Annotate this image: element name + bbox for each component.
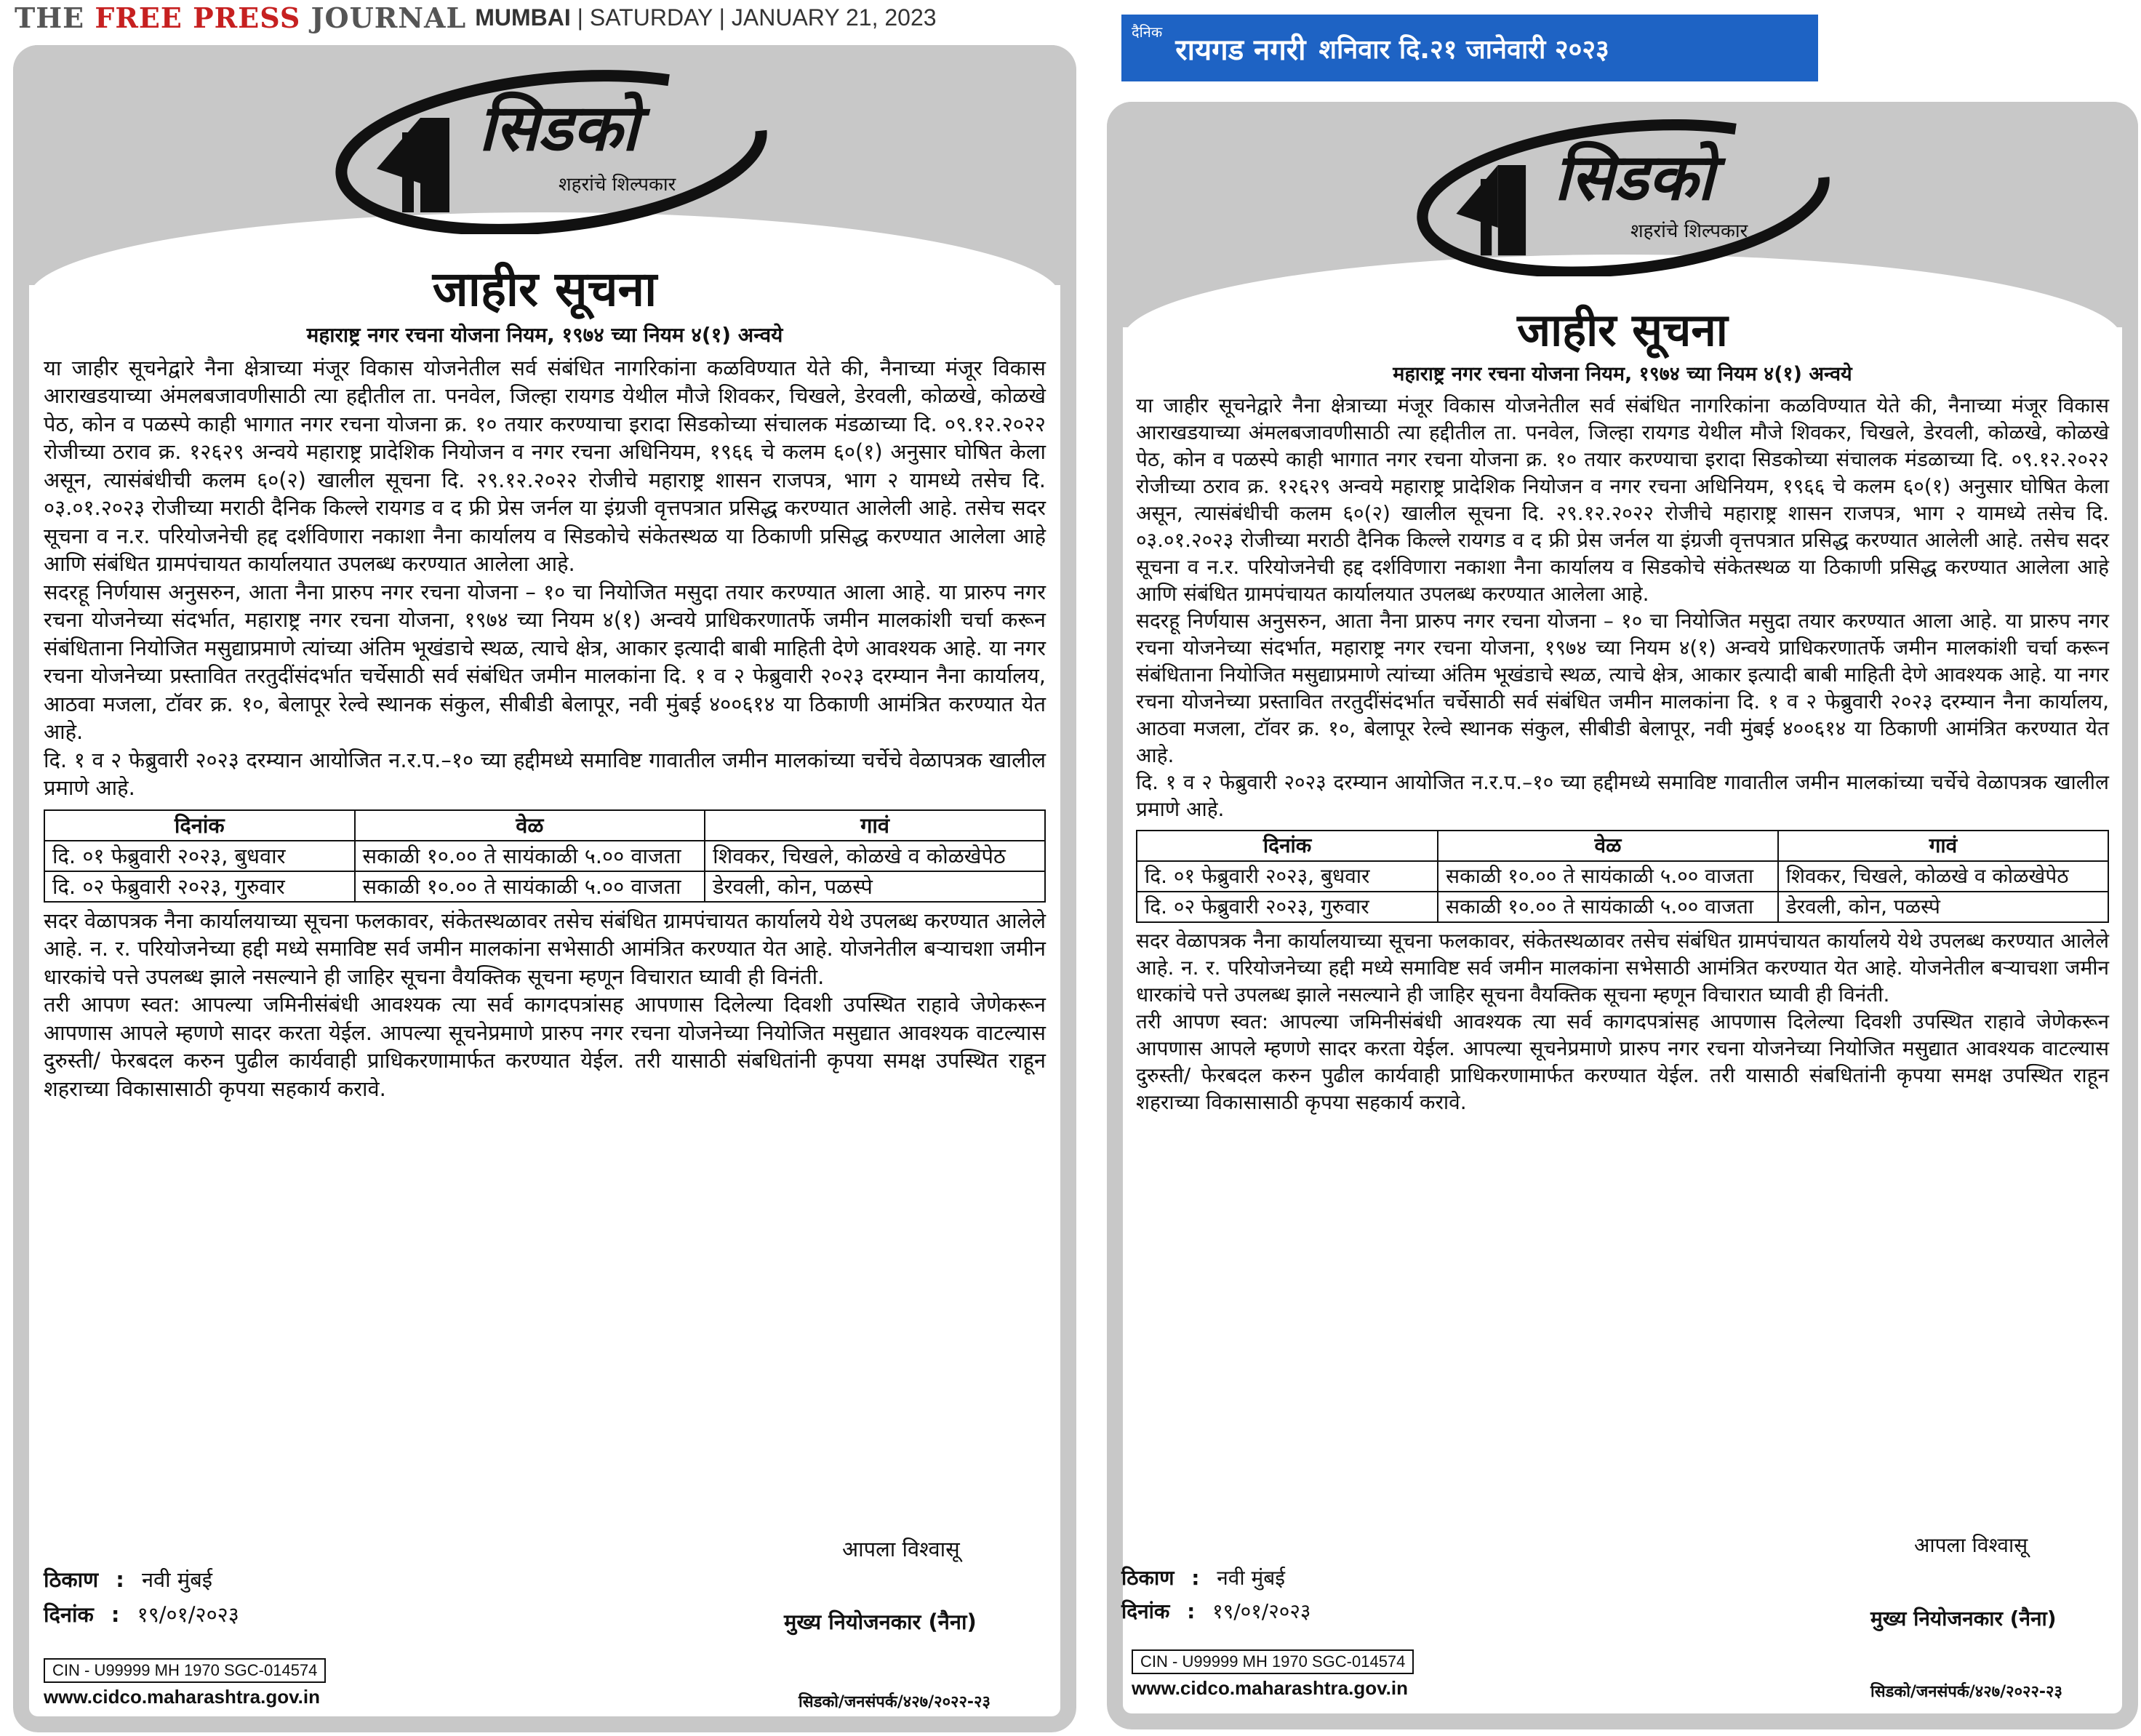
notice-ad-right [1107,102,2138,1729]
website-link[interactable]: www.cidco.maharashtra.gov.in [1132,1677,1408,1699]
date-line [44,1600,239,1628]
schedule-table [1136,830,2109,923]
date-value: १९/०१/२०२३ [1212,1599,1311,1623]
notice-body [29,263,1060,1103]
signatory: मुख्य नियोजनकार (नैना) [784,1609,977,1634]
table-header: वेळ [1438,831,1778,861]
cidco-logo-name: सिडको [479,90,639,165]
notice-para-2: सदरहू निर्णयास अनुसरुन, आता नैना प्रारुप नगर रचना योजना – १० चा नियोजित मसुदा तयार करण्यात आला आहे. या प्रारुप नगर रचना योजनेच्या संदर्भात, महाराष्ट्र नगर रचना योजना, १९७४ च्या नियम ४(१) अन्वये प्राधिकरणातर्फे जमीन मालकांशी चर्चा करून संबंधिताना नियोजित मसुद्याप्रमाणे त्यांच्या अंतिम भूखंडाचे स्थळ, त्याचे क्षेत्र, आकार इत्यादी बाबी माहिती देणे आवश्यक आहे. या नगर रचना योजनेच्या प्रस्तावित तरतुदींसंदर्भात चर्चेसाठी सर्व संबंधित जमीन मालकांना दि. १ व २ फेब्रुवारी २०२३ दरम्यान नैना कार्यालय, आठवा मजला, टॉवर क्र. १०, बेलापूर रेल्वे स्थानक संकुल, सीबीडी बेलापूर, नवी मुंबई ४००६१४ या ठिकाणी आमंत्रित करण्यात येत आहे. [1136,609,2109,768]
cin-number: CIN - U99999 MH 1970 SGC-014574 [44,1658,326,1683]
table-row [44,841,1045,871]
table-cell: शिवकर, चिखले, कोळखे व कोळखेपेठ [705,841,1045,871]
table-cell: सकाळी १०.०० ते सायंकाळी ५.०० वाजता [1438,861,1778,892]
table-row [1137,861,2108,892]
table-header: गावं [705,810,1045,841]
signatory: मुख्य नियोजनकार (नैना) [1870,1607,2057,1631]
reference-number: सिडको/जनसंपर्क/४२७/२०२२-२३ [799,1693,991,1711]
notice-para-4: सदर वेळापत्रक नैना कार्यालयाच्या सूचना फलकावर, संकेतस्थळावर तसेच संबंधित ग्रामपंचायत कार्यालये येथे उपलब्ध करण्यात आलेले आहे. न. र. परियोजनेच्या हद्दी मध्ये समाविष्ट सर्व जमीन मालकांना सभेसाठी आमंत्रित करण्यात येत आहे. योजनेतील बऱ्याचशा जमीन धारकांचे पत्ते उपलब्ध झाले नसल्याने ही जाहिर सूचना वैयक्तिक सूचना म्हणून विचारात घ्यावी ही विनंती. [1136,929,2109,1007]
date-label: दिनांक [44,1602,94,1627]
daily-label: दैनिक [1132,23,1163,41]
table-header: दिनांक [44,810,355,841]
cidco-logo-tagline: शहरांचे शिल्पकार [1630,220,1748,242]
notice-para-5: तरी आपण स्वत: आपल्या जमिनीसंबंधी आवश्यक त्या सर्व कागदपत्रांसह आपणास दिलेल्या दिवशी उपस्थित राहावे जेणेकरून आपणास आपले म्हणणे सादर करता येईल. आपल्या सूचनेप्रमाणे प्रारुप नगर रचना योजनेच्या नियोजित मसुद्यात आवश्यक वाटल्यास दुरुस्ती/ फेरबदल करुन पुढील कार्यवाही प्राधिकरणामार्फत करण्यात येईल. तरी यासाठी संबधितांनी कृपया समक्ष उपस्थित राहून शहराच्या विकासासाठी कृपया सहकार्य करावे. [1136,1009,2109,1115]
table-cell: डेरवली, कोन, पळस्पे [705,871,1045,902]
raigad-nagari-date: शनिवार दि.२१ जानेवारी २०२३ [1318,34,1609,65]
notice-title: जाहीर सूचना [432,261,657,317]
fpj-dateline: MUMBAI | SATURDAY | JANUARY 21, 2023 [475,4,937,31]
cidco-logo-tagline: शहरांचे शिल्पकार [559,174,676,196]
table-row [44,871,1045,902]
table-cell: सकाळी १०.०० ते सायंकाळी ५.०० वाजता [1438,892,1778,922]
notice-ad-left [13,45,1076,1732]
raigad-nagari-masthead [1121,15,1818,81]
notice-body [1123,305,2122,1116]
notice-subtitle: महाराष्ट्र नगर रचना योजना नियम, १९७४ च्या नियम ४(१) अन्वये [1393,363,1852,386]
table-row [1137,892,2108,922]
fpj-title: THE FREE PRESS JOURNAL [15,1,467,34]
notice-subtitle: महाराष्ट्र नगर रचना योजना नियम, १९७४ च्या नियम ४(१) अन्वये [306,322,783,347]
notice-para-1: या जाहीर सूचनेद्वारे नैना क्षेत्राच्या मंजूर विकास योजनेतील सर्व संबंधित नागरिकांना कळविण्यात येते की, नैनाच्या मंजूर विकास आराखडयाच्या अंमलबजावणीसाठी त्या हद्दीतील ता. पनवेल, जिल्हा रायगड येथील मौजे शिवकर, चिखले, डेरवली, कोळखे, कोळखे पेठ, कोन व पळस्पे काही भागात नगर रचना योजना क्र. १० तयार करण्याचा इरादा सिडकोच्या संचालक मंडळाच्या दि. ०९.१२.२०२२ रोजीच्या ठराव क्र. १२६२९ अन्वये महाराष्ट्र प्रादेशिक नियोजन व नगर रचना अधिनियम, १९६६ चे कलम ६०(१) अनुसार घोषित केला असून, त्यासंबंधीची कलम ६०(२) खालील सूचना दि. २९.१२.२०२२ रोजीचे महाराष्ट्र शासन राजपत्र, भाग २ यामध्ये तसेच दि. ०३.०१.२०२३ रोजीच्या मराठी दैनिक किल्ले रायगड व द फ्री प्रेस जर्नल या इंग्रजी वृत्तपत्रात प्रसिद्ध करण्यात आलेली आहे. तसेच सदर सूचना व न.र. परियोजनेची हद्द दर्शविणारा नकाशा नैना कार्यालय व सिडकोचे संकेतस्थळ या ठिकाणी प्रसिद्ध करण्यात आलेला आहे आणि संबंधित ग्रामपंचायत कार्यालयात उपलब्ध करण्यात आलेला आहे. [44,355,1046,577]
table-header: गावं [1778,831,2108,861]
table-cell: सकाळी १०.०० ते सायंकाळी ५.०० वाजता [355,841,705,871]
table-cell: दि. ०१ फेब्रुवारी २०२३, बुधवार [1137,861,1438,892]
notice-para-4: सदर वेळापत्रक नैना कार्यालयाच्या सूचना फलकावर, संकेतस्थळावर तसेच संबंधित ग्रामपंचायत कार्यालये येथे उपलब्ध करण्यात आलेले आहे. न. र. परियोजनेच्या हद्दी मध्ये समाविष्ट सर्व जमीन मालकांना सभेसाठी आमंत्रित करण्यात येत आहे. योजनेतील बऱ्याचशा जमीन धारकांचे पत्ते उपलब्ध झाले नसल्याने ही जाहिर सूचना वैयक्तिक सूचना म्हणून विचारात घ्यावी ही विनंती. [44,908,1046,989]
table-cell: डेरवली, कोन, पळस्पे [1778,892,2108,922]
table-cell: शिवकर, चिखले, कोळखे व कोळखेपेठ [1778,861,2108,892]
notice-para-5: तरी आपण स्वत: आपल्या जमिनीसंबंधी आवश्यक त्या सर्व कागदपत्रांसह आपणास दिलेल्या दिवशी उपस्थित राहावे जेणेकरून आपणास आपले म्हणणे सादर करता येईल. आपल्या सूचनेप्रमाणे प्रारुप नगर रचना योजनेच्या नियोजित मसुद्यात आवश्यक वाटल्यास दुरुस्ती/ फेरबदल करुन पुढील कार्यवाही प्राधिकरणामार्फत करण्यात येईल. तरी यासाठी संबधितांनी कृपया समक्ष उपस्थित राहून शहराच्या विकासासाठी कृपया सहकार्य करावे. [44,992,1046,1101]
notice-para-3: दि. १ व २ फेब्रुवारी २०२३ दरम्यान आयोजित न.र.प.–१० च्या हद्दीमध्ये समाविष्ट गावातील जमीन मालकांच्या चर्चेचे वेळापत्रक खालील प्रमाणे आहे. [1136,770,2109,822]
table-header-row [44,810,1045,841]
place-sep: : [116,1567,124,1592]
place-value: नवी मुंबई [1217,1566,1285,1590]
place-line [1121,1564,1285,1591]
reference-number: सिडको/जनसंपर्क/४२७/२०२२-२३ [1870,1683,2062,1701]
place-value: नवी मुंबई [141,1567,213,1592]
schedule-table [44,809,1046,903]
notice-para-1: या जाहीर सूचनेद्वारे नैना क्षेत्राच्या मंजूर विकास योजनेतील सर्व संबंधित नागरिकांना कळविण्यात येते की, नैनाच्या मंजूर विकास आराखडयाच्या अंमलबजावणीसाठी त्या हद्दीतील ता. पनवेल, जिल्हा रायगड येथील मौजे शिवकर, चिखले, डेरवली, कोळखे, कोळखे पेठ, कोन व पळस्पे काही भागात नगर रचना योजना क्र. १० तयार करण्याचा इरादा सिडकोच्या संचालक मंडळाच्या दि. ०९.१२.२०२२ रोजीच्या ठराव क्र. १२६२९ अन्वये महाराष्ट्र प्रादेशिक नियोजन व नगर रचना अधिनियम, १९६६ चे कलम ६०(१) अनुसार घोषित केला असून, त्यासंबंधीची कलम ६०(२) खालील सूचना दि. २९.१२.२०२२ रोजीचे महाराष्ट्र शासन राजपत्र, भाग २ यामध्ये तसेच दि. ०३.०१.२०२३ रोजीच्या मराठी दैनिक किल्ले रायगड व द फ्री प्रेस जर्नल या इंग्रजी वृत्तपत्रात प्रसिद्ध करण्यात आलेली आहे. तसेच सदर सूचना व न.र. परियोजनेची हद्द दर्शविणारा नकाशा नैना कार्यालय व सिडकोचे संकेतस्थळ या ठिकाणी प्रसिद्ध करण्यात आलेला आहे आणि संबंधित ग्रामपंचायत कार्यालयात उपलब्ध करण्यात आलेला आहे. [1136,393,2109,607]
date-sep: : [1187,1599,1196,1623]
cin-number: CIN - U99999 MH 1970 SGC-014574 [1132,1649,1414,1674]
table-cell: सकाळी १०.०० ते सायंकाळी ५.०० वाजता [355,871,705,902]
fpj-masthead [15,0,937,35]
table-cell: दि. ०२ फेब्रुवारी २०२३, गुरुवार [1137,892,1438,922]
table-cell: दि. ०२ फेब्रुवारी २०२३, गुरुवार [44,871,355,902]
raigad-nagari-title: रायगड नगरी [1175,33,1306,67]
website-link[interactable]: www.cidco.maharashtra.gov.in [44,1686,320,1708]
table-cell: दि. ०१ फेब्रुवारी २०२३, बुधवार [44,841,355,871]
date-sep: : [111,1602,120,1627]
closing-text: आपला विश्वासू [842,1537,960,1561]
place-line [44,1565,212,1593]
notice-title: जाहीर सूचना [1517,303,1728,356]
date-line [1121,1597,1310,1625]
table-header: वेळ [355,810,705,841]
place-label: ठिकाण [44,1567,99,1592]
place-label: ठिकाण [1121,1566,1174,1590]
closing-text: आपला विश्वासू [1914,1533,2028,1557]
notice-para-3: दि. १ व २ फेब्रुवारी २०२३ दरम्यान आयोजित न.र.प.–१० च्या हद्दीमध्ये समाविष्ट गावातील जमीन मालकांच्या चर्चेचे वेळापत्रक खालील प्रमाणे आहे. [44,747,1046,801]
table-header-row [1137,831,2108,861]
place-sep: : [1191,1566,1200,1590]
cidco-logo-name: सिडको [1554,140,1714,215]
date-value: १९/०१/२०२३ [137,1602,239,1627]
notice-para-2: सदरहू निर्णयास अनुसरुन, आता नैना प्रारुप नगर रचना योजना – १० चा नियोजित मसुदा तयार करण्यात आला आहे. या प्रारुप नगर रचना योजनेच्या संदर्भात, महाराष्ट्र नगर रचना योजना, १९७४ च्या नियम ४(१) अन्वये प्राधिकरणातर्फे जमीन मालकांशी चर्चा करून संबंधिताना नियोजित मसुद्याप्रमाणे त्यांच्या अंतिम भूखंडाचे स्थळ, त्याचे क्षेत्र, आकार इत्यादी बाबी माहिती देणे आवश्यक आहे. या नगर रचना योजनेच्या प्रस्तावित तरतुदींसंदर्भात चर्चेसाठी सर्व संबंधित जमीन मालकांना दि. १ व २ फेब्रुवारी २०२३ दरम्यान नैना कार्यालय, आठवा मजला, टॉवर क्र. १०, बेलापूर रेल्वे स्थानक संकुल, सीबीडी बेलापूर, नवी मुंबई ४००६१४ या ठिकाणी आमंत्रित करण्यात येत आहे. [44,579,1046,745]
date-label: दिनांक [1121,1599,1170,1623]
table-header: दिनांक [1137,831,1438,861]
